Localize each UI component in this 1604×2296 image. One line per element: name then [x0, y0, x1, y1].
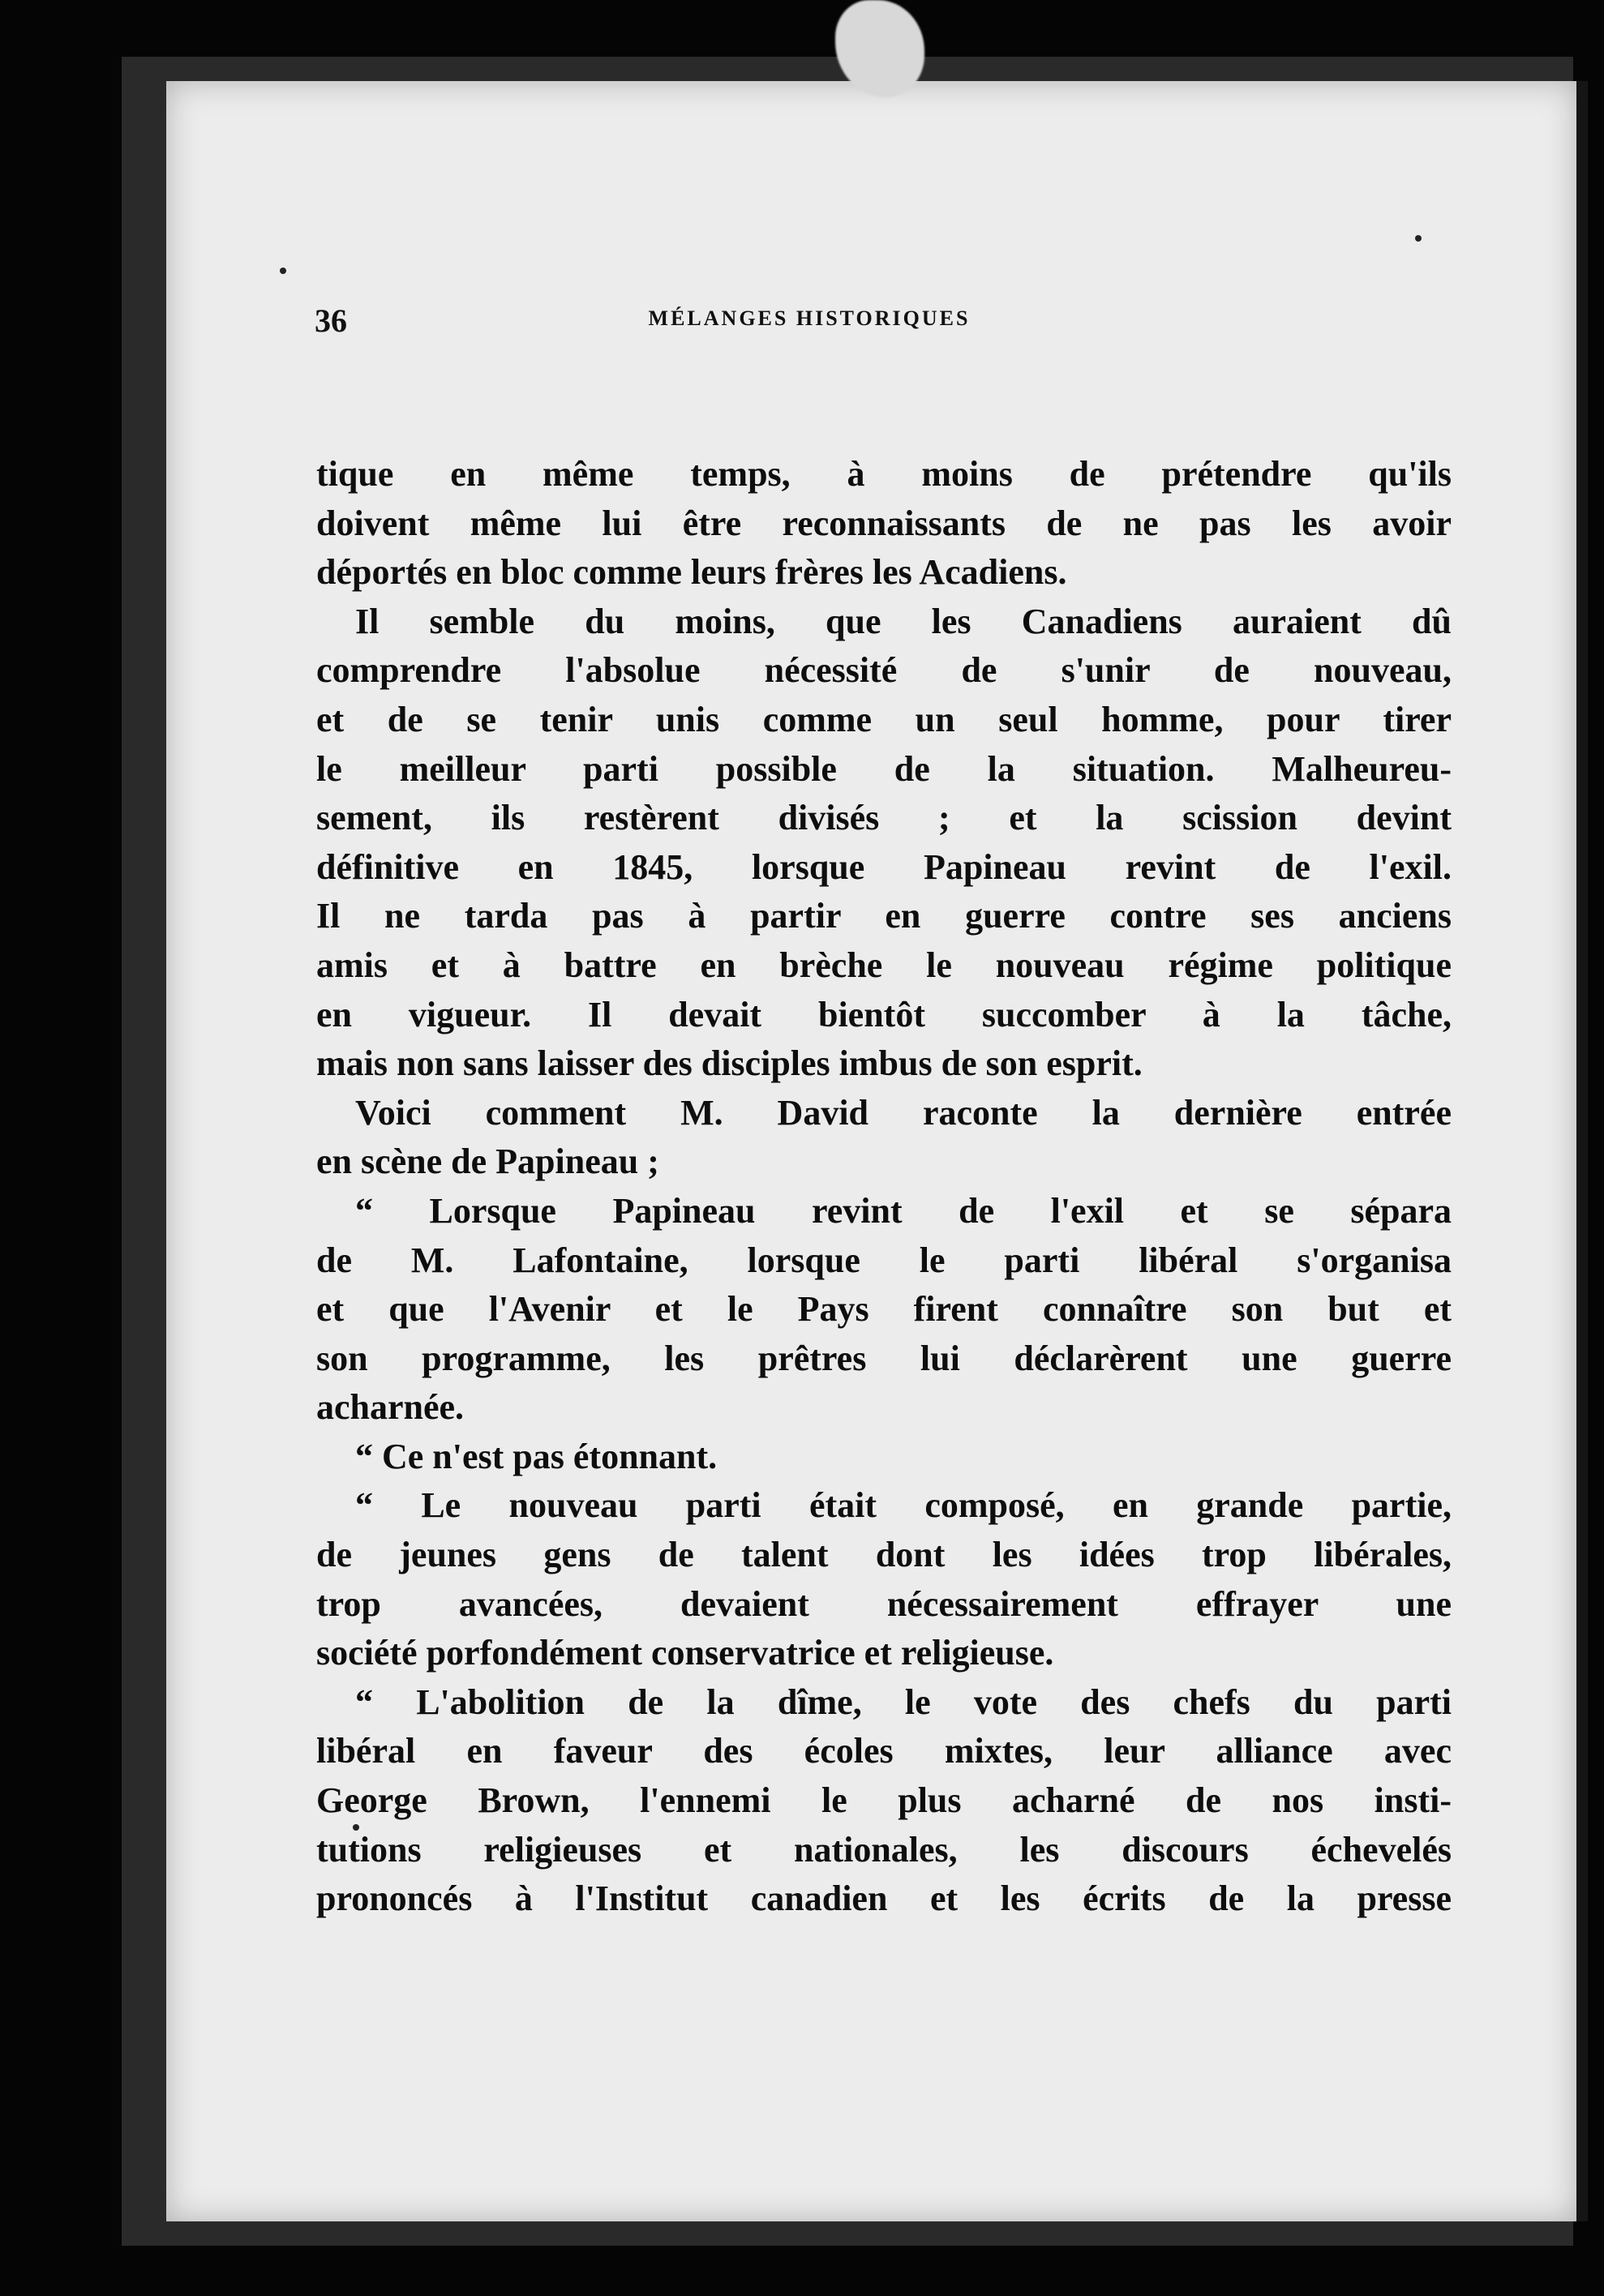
text-line: George Brown, l'ennemi le plus acharné de nos insti- — [316, 1780, 1452, 1821]
text-line: de M. Lafontaine, lorsque le parti libéral s'organisa — [316, 1240, 1452, 1280]
text-line: sement, ils restèrent divisés ; et la scission devint — [316, 798, 1452, 838]
speck — [1415, 235, 1422, 242]
text-line: et que l'Avenir et le Pays firent connaître son but et — [316, 1289, 1452, 1330]
text-line: “ Ce n'est pas étonnant. — [355, 1436, 718, 1476]
text-line: tique en même temps, à moins de prétendre qu'ils — [316, 454, 1452, 494]
text-line: doivent même lui être reconnaissants de ne pas les avoir — [316, 503, 1452, 543]
speck — [280, 268, 286, 274]
running-head: MÉLANGES HISTORIQUES — [648, 306, 971, 330]
text-line: mais non sans laisser des disciples imbus de son esprit. — [316, 1043, 1143, 1084]
page-edge — [1576, 81, 1588, 2221]
text-line: prononcés à l'Institut canadien et les écrits de la presse — [316, 1878, 1452, 1919]
text-line: comprendre l'absolue nécessité de s'unir de nouveau, — [316, 650, 1452, 691]
text-line: trop avancées, devaient nécessairement effrayer une — [316, 1583, 1452, 1624]
text-line: déportés en bloc comme leurs frères les Acadiens. — [316, 552, 1067, 593]
body-text — [316, 450, 1452, 1924]
page-number: 36 — [315, 302, 347, 339]
text-line: tutions religieuses et nationales, les discours échevelés — [316, 1829, 1452, 1870]
text-line: définitive en 1845, lorsque Papineau revint de l'exil. — [316, 846, 1452, 887]
text-line: de jeunes gens de talent dont les idées trop libérales, — [316, 1535, 1452, 1575]
text-line: son programme, les prêtres lui déclarèrent une guerre — [316, 1338, 1452, 1378]
text-line: le meilleur parti possible de la situation. Malheureu- — [316, 748, 1452, 789]
text-line: “ Le nouveau parti était composé, en grande partie, — [355, 1485, 1452, 1526]
text-line: en scène de Papineau ; — [316, 1142, 659, 1182]
text-line: et de se tenir unis comme un seul homme, pour tirer — [316, 699, 1452, 739]
text-line: Il ne tarda pas à partir en guerre contre ses anciens — [316, 896, 1452, 936]
text-line: libéral en faveur des écoles mixtes, leur alliance avec — [316, 1731, 1452, 1771]
text-line: acharnée. — [316, 1387, 465, 1428]
text-line: “ Lorsque Papineau revint de l'exil et se sépara — [355, 1190, 1452, 1231]
text-line: société porfondément conservatrice et religieuse. — [316, 1633, 1054, 1673]
page-header — [315, 302, 1304, 366]
text-line: “ L'abolition de la dîme, le vote des chefs du parti — [355, 1681, 1452, 1722]
text-line: Il semble du moins, que les Canadiens auraient dû — [355, 601, 1452, 641]
text-line: en vigueur. Il devait bientôt succomber à la tâche, — [316, 994, 1452, 1034]
text-line: Voici comment M. David raconte la dernière entrée — [355, 1092, 1452, 1133]
text-line: amis et à battre en brèche le nouveau régime politique — [316, 945, 1452, 985]
